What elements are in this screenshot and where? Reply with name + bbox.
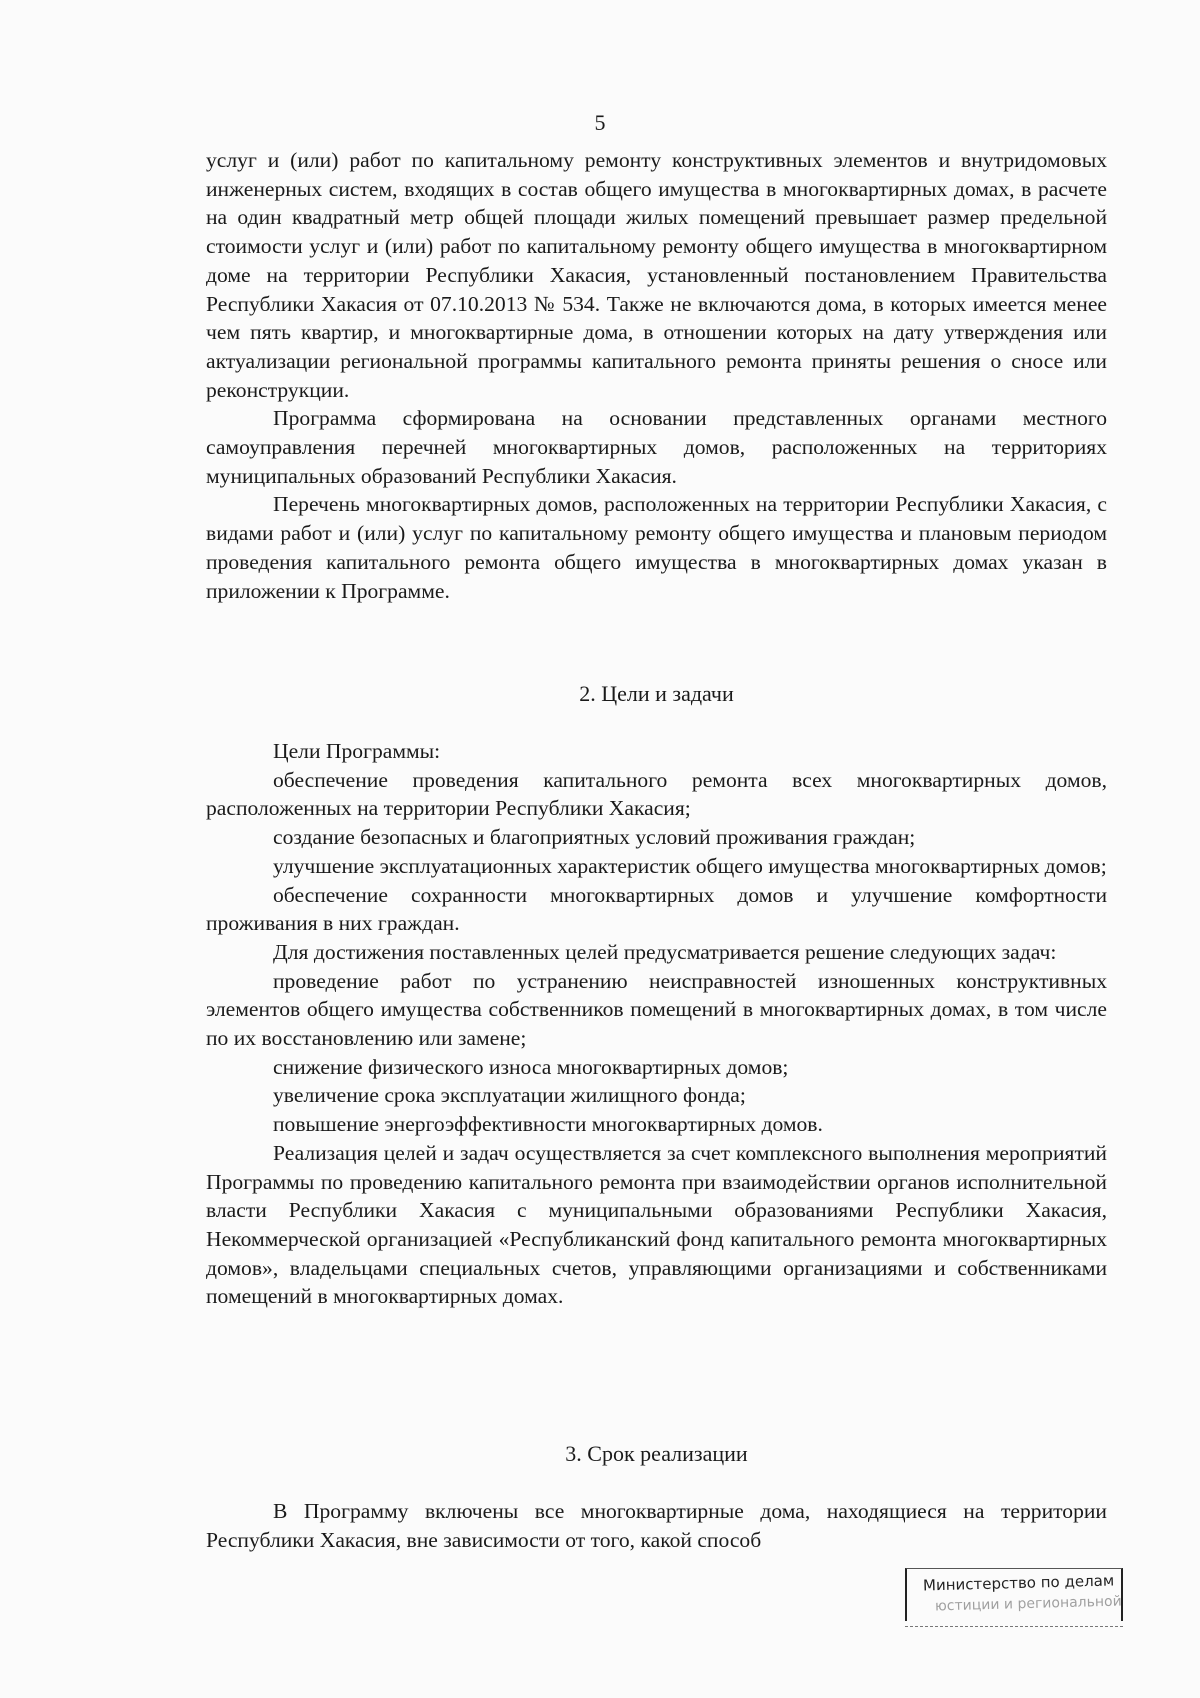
goal-item: обеспечение сохранности многоквартирных домов и улучшение комфортности проживания в них граждан. bbox=[206, 882, 1107, 936]
stamp-line-1: Министерство по делам bbox=[922, 1571, 1115, 1595]
section-3-title: 3. Срок реализации bbox=[565, 1441, 748, 1466]
implementation-paragraph: Реализация целей и задач осуществляется за счет комплексного выполнения мероприятий Программы по проведению капитального ремонта при взаимодействии органов исполнительной власти Республики Хакасия с муниципальными образованиями Республики Хакасия, Некоммерческой организацией «Республиканский фонд капитального ремонта многоквартирных домов», владельцами специальных счетов, управляющими организациями и собственниками помещений в многоквартирных домах. bbox=[206, 1140, 1107, 1309]
goal-item: улучшение эксплуатационных характеристик общего имущества многоквартирных домов; bbox=[273, 853, 1107, 878]
task-item: проведение работ по устранению неисправностей изношенных конструктивных элементов общего имущества собственников помещений в многоквартирных домах, в том числе по их восстановлению или замене; bbox=[206, 968, 1107, 1051]
page-number: 5 bbox=[594, 110, 606, 135]
task-item: повышение энергоэффективности многоквартирных домов. bbox=[273, 1112, 823, 1137]
stamp-line-2: юстиции и региональной bbox=[934, 1593, 1122, 1615]
registration-stamp bbox=[905, 1568, 1123, 1630]
section-3-body bbox=[206, 1497, 1107, 1554]
section-3-paragraph: В Программу включены все многоквартирные дома, находящиеся на территории Республики Хакасия, вне зависимости от того, какой способ bbox=[206, 1499, 1107, 1552]
goal-item: создание безопасных и благоприятных условий проживания граждан; bbox=[273, 825, 916, 850]
tasks-intro: Для достижения поставленных целей предусматривается решение следующих задач: bbox=[273, 939, 1057, 964]
task-item: увеличение срока эксплуатации жилищного фонда; bbox=[273, 1083, 746, 1108]
stamp-underline bbox=[905, 1626, 1123, 1627]
body-text-top bbox=[206, 146, 1107, 605]
section-2-body bbox=[206, 737, 1107, 1311]
section-2-title: 2. Цели и задачи bbox=[579, 681, 734, 706]
houses-list-paragraph: Перечень многоквартирных домов, расположенных на территории Республики Хакасия, с видами работ и (или) услуг по капитальному ремонту общего имущества и плановым периодом проведения капитального ремонта общего имущества в многоквартирных домах указан в приложении к Программе. bbox=[206, 492, 1107, 603]
task-item: снижение физического износа многоквартирных домов; bbox=[273, 1054, 789, 1079]
program-formed-paragraph: Программа сформирована на основании представленных органами местного самоуправления перечней многоквартирных домов, расположенных на территориях муниципальных образований Республики Хакасия. bbox=[206, 406, 1107, 488]
intro-continuation-paragraph: услуг и (или) работ по капитальному ремонту конструктивных элементов и внутридомовых инженерных систем, входящих в состав общего имущества в многоквартирных домах, в расчете на один квадратный метр общей площади жилых помещений превышает размер предельной стоимости услуг и (или) работ по капитальному ремонту общего имущества в многоквартирном доме на территории Республики Хакасия, установленный постановлением Правительства Республики Хакасия от 07.10.2013 № 534. Также не включаются дома, в которых имеется менее чем пять квартир, и многоквартирные дома, в отношении которых на дату утверждения или актуализации региональной программы капитального ремонта приняты решения о сносе или реконструкции. bbox=[206, 148, 1107, 402]
goal-item: обеспечение проведения капитального ремонта всех многоквартирных домов, расположенных на территории Республики Хакасия; bbox=[206, 767, 1107, 821]
goals-heading: Цели Программы: bbox=[273, 739, 441, 763]
